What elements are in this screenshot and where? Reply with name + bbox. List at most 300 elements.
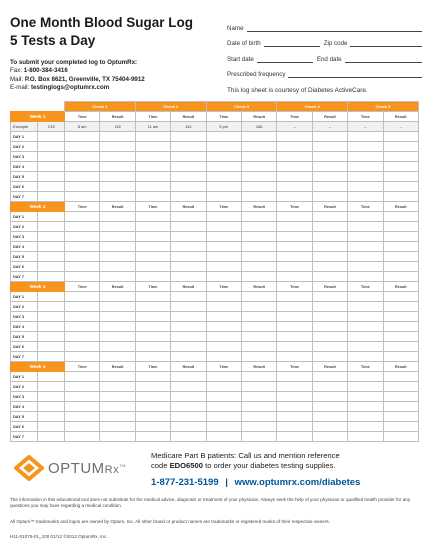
result-entry-cell[interactable] <box>312 312 347 322</box>
time-entry-cell[interactable] <box>135 262 170 272</box>
time-entry-cell[interactable] <box>65 302 100 312</box>
time-entry-cell[interactable] <box>206 382 241 392</box>
time-entry-cell[interactable] <box>277 332 312 342</box>
result-entry-cell[interactable] <box>100 312 135 322</box>
date-entry-cell[interactable] <box>38 152 65 162</box>
time-entry-cell[interactable] <box>135 312 170 322</box>
date-entry-cell[interactable] <box>38 292 65 302</box>
result-entry-cell[interactable] <box>241 222 276 232</box>
result-entry-cell[interactable] <box>383 152 418 162</box>
time-entry-cell[interactable] <box>277 352 312 362</box>
result-entry-cell[interactable] <box>383 262 418 272</box>
time-entry-cell[interactable] <box>65 142 100 152</box>
date-entry-cell[interactable] <box>38 412 65 422</box>
time-entry-cell[interactable] <box>348 182 383 192</box>
date-entry-cell[interactable] <box>38 332 65 342</box>
result-entry-cell[interactable] <box>312 212 347 222</box>
dob-field[interactable] <box>264 41 320 47</box>
time-entry-cell[interactable] <box>277 172 312 182</box>
time-entry-cell[interactable] <box>277 432 312 442</box>
time-entry-cell[interactable] <box>277 222 312 232</box>
result-entry-cell[interactable] <box>312 392 347 402</box>
result-entry-cell[interactable] <box>312 132 347 142</box>
time-entry-cell[interactable] <box>206 232 241 242</box>
date-entry-cell[interactable] <box>38 262 65 272</box>
time-entry-cell[interactable] <box>277 422 312 432</box>
result-entry-cell[interactable] <box>100 302 135 312</box>
time-entry-cell[interactable] <box>277 242 312 252</box>
time-entry-cell[interactable] <box>348 372 383 382</box>
result-entry-cell[interactable] <box>100 192 135 202</box>
result-entry-cell[interactable] <box>171 422 206 432</box>
result-entry-cell[interactable] <box>100 242 135 252</box>
time-entry-cell[interactable] <box>135 162 170 172</box>
time-entry-cell[interactable] <box>348 252 383 262</box>
date-entry-cell[interactable] <box>38 232 65 242</box>
result-entry-cell[interactable] <box>383 392 418 402</box>
result-entry-cell[interactable] <box>241 392 276 402</box>
time-entry-cell[interactable] <box>65 162 100 172</box>
zip-field[interactable] <box>350 41 422 47</box>
result-entry-cell[interactable] <box>383 222 418 232</box>
time-entry-cell[interactable] <box>206 242 241 252</box>
time-entry-cell[interactable] <box>206 372 241 382</box>
time-entry-cell[interactable] <box>206 332 241 342</box>
result-entry-cell[interactable] <box>383 132 418 142</box>
time-entry-cell[interactable] <box>206 142 241 152</box>
time-entry-cell[interactable] <box>277 192 312 202</box>
result-entry-cell[interactable] <box>100 152 135 162</box>
time-entry-cell[interactable] <box>135 302 170 312</box>
result-entry-cell[interactable] <box>312 152 347 162</box>
time-entry-cell[interactable] <box>206 432 241 442</box>
time-entry-cell[interactable] <box>348 172 383 182</box>
time-entry-cell[interactable] <box>348 382 383 392</box>
time-entry-cell[interactable] <box>65 292 100 302</box>
date-entry-cell[interactable] <box>38 242 65 252</box>
time-entry-cell[interactable] <box>348 232 383 242</box>
result-entry-cell[interactable] <box>383 352 418 362</box>
time-entry-cell[interactable] <box>348 392 383 402</box>
result-entry-cell[interactable] <box>241 232 276 242</box>
time-entry-cell[interactable] <box>348 272 383 282</box>
time-entry-cell[interactable] <box>348 412 383 422</box>
result-entry-cell[interactable] <box>383 172 418 182</box>
date-entry-cell[interactable] <box>38 392 65 402</box>
time-entry-cell[interactable] <box>65 372 100 382</box>
result-entry-cell[interactable] <box>241 402 276 412</box>
time-entry-cell[interactable] <box>277 312 312 322</box>
time-entry-cell[interactable] <box>65 222 100 232</box>
result-entry-cell[interactable] <box>171 182 206 192</box>
result-entry-cell[interactable] <box>312 182 347 192</box>
result-entry-cell[interactable] <box>241 182 276 192</box>
result-entry-cell[interactable] <box>383 242 418 252</box>
result-entry-cell[interactable] <box>312 192 347 202</box>
time-entry-cell[interactable] <box>348 312 383 322</box>
time-entry-cell[interactable] <box>348 402 383 412</box>
result-entry-cell[interactable] <box>383 212 418 222</box>
time-entry-cell[interactable] <box>135 232 170 242</box>
result-entry-cell[interactable] <box>312 302 347 312</box>
time-entry-cell[interactable] <box>135 342 170 352</box>
result-entry-cell[interactable] <box>171 252 206 262</box>
time-entry-cell[interactable] <box>65 192 100 202</box>
time-entry-cell[interactable] <box>348 302 383 312</box>
date-entry-cell[interactable] <box>38 142 65 152</box>
result-entry-cell[interactable] <box>383 322 418 332</box>
result-entry-cell[interactable] <box>312 412 347 422</box>
result-entry-cell[interactable] <box>100 232 135 242</box>
result-entry-cell[interactable] <box>241 422 276 432</box>
time-entry-cell[interactable] <box>135 152 170 162</box>
time-entry-cell[interactable] <box>277 212 312 222</box>
result-entry-cell[interactable] <box>171 352 206 362</box>
date-entry-cell[interactable] <box>38 372 65 382</box>
result-entry-cell[interactable] <box>171 322 206 332</box>
time-entry-cell[interactable] <box>135 322 170 332</box>
result-entry-cell[interactable] <box>312 432 347 442</box>
date-entry-cell[interactable] <box>38 312 65 322</box>
time-entry-cell[interactable] <box>206 162 241 172</box>
time-entry-cell[interactable] <box>206 182 241 192</box>
time-entry-cell[interactable] <box>135 182 170 192</box>
result-entry-cell[interactable] <box>312 222 347 232</box>
website-link[interactable]: www.optumrx.com/diabetes <box>234 477 361 488</box>
result-entry-cell[interactable] <box>241 382 276 392</box>
time-entry-cell[interactable] <box>348 342 383 352</box>
time-entry-cell[interactable] <box>206 262 241 272</box>
result-entry-cell[interactable] <box>312 242 347 252</box>
time-entry-cell[interactable] <box>206 312 241 322</box>
result-entry-cell[interactable] <box>171 272 206 282</box>
time-entry-cell[interactable] <box>206 402 241 412</box>
time-entry-cell[interactable] <box>277 382 312 392</box>
result-entry-cell[interactable] <box>312 142 347 152</box>
time-entry-cell[interactable] <box>135 372 170 382</box>
result-entry-cell[interactable] <box>100 332 135 342</box>
result-entry-cell[interactable] <box>171 262 206 272</box>
result-entry-cell[interactable] <box>241 342 276 352</box>
date-entry-cell[interactable] <box>38 432 65 442</box>
time-entry-cell[interactable] <box>206 352 241 362</box>
result-entry-cell[interactable] <box>383 332 418 342</box>
result-entry-cell[interactable] <box>241 192 276 202</box>
time-entry-cell[interactable] <box>206 152 241 162</box>
time-entry-cell[interactable] <box>65 152 100 162</box>
result-entry-cell[interactable] <box>171 152 206 162</box>
time-entry-cell[interactable] <box>65 132 100 142</box>
result-entry-cell[interactable] <box>171 242 206 252</box>
time-entry-cell[interactable] <box>206 252 241 262</box>
date-entry-cell[interactable] <box>38 402 65 412</box>
result-entry-cell[interactable] <box>100 402 135 412</box>
result-entry-cell[interactable] <box>100 352 135 362</box>
result-entry-cell[interactable] <box>171 212 206 222</box>
time-entry-cell[interactable] <box>348 292 383 302</box>
time-entry-cell[interactable] <box>65 392 100 402</box>
result-entry-cell[interactable] <box>171 142 206 152</box>
result-entry-cell[interactable] <box>241 142 276 152</box>
time-entry-cell[interactable] <box>277 232 312 242</box>
date-entry-cell[interactable] <box>38 342 65 352</box>
time-entry-cell[interactable] <box>65 232 100 242</box>
result-entry-cell[interactable] <box>100 392 135 402</box>
time-entry-cell[interactable] <box>206 132 241 142</box>
result-entry-cell[interactable] <box>171 292 206 302</box>
result-entry-cell[interactable] <box>171 312 206 322</box>
time-entry-cell[interactable] <box>348 242 383 252</box>
time-entry-cell[interactable] <box>348 162 383 172</box>
time-entry-cell[interactable] <box>206 322 241 332</box>
result-entry-cell[interactable] <box>383 302 418 312</box>
result-entry-cell[interactable] <box>241 152 276 162</box>
time-entry-cell[interactable] <box>135 352 170 362</box>
result-entry-cell[interactable] <box>241 352 276 362</box>
result-entry-cell[interactable] <box>100 162 135 172</box>
result-entry-cell[interactable] <box>171 372 206 382</box>
time-entry-cell[interactable] <box>277 292 312 302</box>
time-entry-cell[interactable] <box>135 192 170 202</box>
time-entry-cell[interactable] <box>206 422 241 432</box>
result-entry-cell[interactable] <box>241 252 276 262</box>
time-entry-cell[interactable] <box>206 292 241 302</box>
time-entry-cell[interactable] <box>135 172 170 182</box>
result-entry-cell[interactable] <box>383 412 418 422</box>
date-entry-cell[interactable] <box>38 422 65 432</box>
date-entry-cell[interactable] <box>38 352 65 362</box>
end-date-field[interactable] <box>345 57 422 63</box>
date-entry-cell[interactable] <box>38 172 65 182</box>
time-entry-cell[interactable] <box>65 422 100 432</box>
time-entry-cell[interactable] <box>206 212 241 222</box>
time-entry-cell[interactable] <box>277 272 312 282</box>
date-entry-cell[interactable] <box>38 182 65 192</box>
result-entry-cell[interactable] <box>312 322 347 332</box>
time-entry-cell[interactable] <box>206 302 241 312</box>
time-entry-cell[interactable] <box>65 312 100 322</box>
time-entry-cell[interactable] <box>348 132 383 142</box>
result-entry-cell[interactable] <box>383 402 418 412</box>
time-entry-cell[interactable] <box>135 422 170 432</box>
time-entry-cell[interactable] <box>135 402 170 412</box>
result-entry-cell[interactable] <box>312 382 347 392</box>
result-entry-cell[interactable] <box>241 162 276 172</box>
time-entry-cell[interactable] <box>65 382 100 392</box>
result-entry-cell[interactable] <box>383 162 418 172</box>
date-entry-cell[interactable] <box>38 302 65 312</box>
result-entry-cell[interactable] <box>100 292 135 302</box>
time-entry-cell[interactable] <box>65 262 100 272</box>
time-entry-cell[interactable] <box>206 342 241 352</box>
time-entry-cell[interactable] <box>277 182 312 192</box>
result-entry-cell[interactable] <box>312 272 347 282</box>
date-entry-cell[interactable] <box>38 272 65 282</box>
result-entry-cell[interactable] <box>383 382 418 392</box>
result-entry-cell[interactable] <box>100 322 135 332</box>
date-entry-cell[interactable] <box>38 322 65 332</box>
result-entry-cell[interactable] <box>100 252 135 262</box>
time-entry-cell[interactable] <box>206 192 241 202</box>
time-entry-cell[interactable] <box>348 422 383 432</box>
time-entry-cell[interactable] <box>135 222 170 232</box>
result-entry-cell[interactable] <box>312 232 347 242</box>
time-entry-cell[interactable] <box>65 272 100 282</box>
time-entry-cell[interactable] <box>206 222 241 232</box>
time-entry-cell[interactable] <box>348 432 383 442</box>
result-entry-cell[interactable] <box>383 292 418 302</box>
result-entry-cell[interactable] <box>383 232 418 242</box>
result-entry-cell[interactable] <box>171 402 206 412</box>
result-entry-cell[interactable] <box>383 182 418 192</box>
result-entry-cell[interactable] <box>171 132 206 142</box>
result-entry-cell[interactable] <box>241 312 276 322</box>
result-entry-cell[interactable] <box>383 342 418 352</box>
time-entry-cell[interactable] <box>206 392 241 402</box>
time-entry-cell[interactable] <box>65 402 100 412</box>
time-entry-cell[interactable] <box>65 342 100 352</box>
time-entry-cell[interactable] <box>348 142 383 152</box>
time-entry-cell[interactable] <box>277 302 312 312</box>
result-entry-cell[interactable] <box>241 432 276 442</box>
result-entry-cell[interactable] <box>312 252 347 262</box>
result-entry-cell[interactable] <box>100 422 135 432</box>
date-entry-cell[interactable] <box>38 222 65 232</box>
time-entry-cell[interactable] <box>277 252 312 262</box>
time-entry-cell[interactable] <box>206 272 241 282</box>
time-entry-cell[interactable] <box>348 352 383 362</box>
time-entry-cell[interactable] <box>135 142 170 152</box>
date-entry-cell[interactable] <box>38 132 65 142</box>
result-entry-cell[interactable] <box>100 172 135 182</box>
result-entry-cell[interactable] <box>100 182 135 192</box>
time-entry-cell[interactable] <box>65 182 100 192</box>
time-entry-cell[interactable] <box>348 152 383 162</box>
result-entry-cell[interactable] <box>241 412 276 422</box>
time-entry-cell[interactable] <box>65 252 100 262</box>
result-entry-cell[interactable] <box>312 332 347 342</box>
date-entry-cell[interactable] <box>38 162 65 172</box>
result-entry-cell[interactable] <box>100 432 135 442</box>
result-entry-cell[interactable] <box>171 432 206 442</box>
time-entry-cell[interactable] <box>348 262 383 272</box>
time-entry-cell[interactable] <box>277 162 312 172</box>
name-field[interactable] <box>247 26 422 32</box>
result-entry-cell[interactable] <box>383 252 418 262</box>
result-entry-cell[interactable] <box>100 272 135 282</box>
result-entry-cell[interactable] <box>171 332 206 342</box>
result-entry-cell[interactable] <box>171 192 206 202</box>
result-entry-cell[interactable] <box>312 422 347 432</box>
result-entry-cell[interactable] <box>312 172 347 182</box>
result-entry-cell[interactable] <box>241 172 276 182</box>
time-entry-cell[interactable] <box>135 292 170 302</box>
time-entry-cell[interactable] <box>65 412 100 422</box>
result-entry-cell[interactable] <box>171 412 206 422</box>
time-entry-cell[interactable] <box>135 412 170 422</box>
result-entry-cell[interactable] <box>312 292 347 302</box>
result-entry-cell[interactable] <box>241 272 276 282</box>
result-entry-cell[interactable] <box>241 332 276 342</box>
time-entry-cell[interactable] <box>65 212 100 222</box>
result-entry-cell[interactable] <box>241 212 276 222</box>
time-entry-cell[interactable] <box>277 412 312 422</box>
result-entry-cell[interactable] <box>241 322 276 332</box>
result-entry-cell[interactable] <box>383 372 418 382</box>
result-entry-cell[interactable] <box>312 402 347 412</box>
time-entry-cell[interactable] <box>65 172 100 182</box>
result-entry-cell[interactable] <box>241 372 276 382</box>
time-entry-cell[interactable] <box>135 272 170 282</box>
result-entry-cell[interactable] <box>100 262 135 272</box>
time-entry-cell[interactable] <box>206 412 241 422</box>
time-entry-cell[interactable] <box>277 322 312 332</box>
time-entry-cell[interactable] <box>65 432 100 442</box>
result-entry-cell[interactable] <box>383 272 418 282</box>
result-entry-cell[interactable] <box>312 342 347 352</box>
result-entry-cell[interactable] <box>383 432 418 442</box>
time-entry-cell[interactable] <box>135 252 170 262</box>
result-entry-cell[interactable] <box>100 342 135 352</box>
result-entry-cell[interactable] <box>383 422 418 432</box>
result-entry-cell[interactable] <box>312 352 347 362</box>
result-entry-cell[interactable] <box>241 262 276 272</box>
time-entry-cell[interactable] <box>348 222 383 232</box>
result-entry-cell[interactable] <box>171 382 206 392</box>
time-entry-cell[interactable] <box>277 402 312 412</box>
time-entry-cell[interactable] <box>348 192 383 202</box>
time-entry-cell[interactable] <box>348 212 383 222</box>
time-entry-cell[interactable] <box>135 242 170 252</box>
result-entry-cell[interactable] <box>383 142 418 152</box>
frequency-field[interactable] <box>288 72 422 78</box>
date-entry-cell[interactable] <box>38 212 65 222</box>
time-entry-cell[interactable] <box>65 332 100 342</box>
date-entry-cell[interactable] <box>38 252 65 262</box>
time-entry-cell[interactable] <box>348 332 383 342</box>
result-entry-cell[interactable] <box>171 342 206 352</box>
result-entry-cell[interactable] <box>312 162 347 172</box>
result-entry-cell[interactable] <box>100 372 135 382</box>
time-entry-cell[interactable] <box>135 432 170 442</box>
result-entry-cell[interactable] <box>383 192 418 202</box>
result-entry-cell[interactable] <box>312 262 347 272</box>
result-entry-cell[interactable] <box>171 172 206 182</box>
result-entry-cell[interactable] <box>100 412 135 422</box>
time-entry-cell[interactable] <box>277 372 312 382</box>
time-entry-cell[interactable] <box>135 382 170 392</box>
start-date-field[interactable] <box>257 57 313 63</box>
time-entry-cell[interactable] <box>277 262 312 272</box>
time-entry-cell[interactable] <box>277 132 312 142</box>
time-entry-cell[interactable] <box>348 322 383 332</box>
result-entry-cell[interactable] <box>171 302 206 312</box>
result-entry-cell[interactable] <box>241 292 276 302</box>
result-entry-cell[interactable] <box>241 132 276 142</box>
result-entry-cell[interactable] <box>100 132 135 142</box>
time-entry-cell[interactable] <box>206 172 241 182</box>
result-entry-cell[interactable] <box>312 372 347 382</box>
result-entry-cell[interactable] <box>100 222 135 232</box>
time-entry-cell[interactable] <box>277 392 312 402</box>
result-entry-cell[interactable] <box>171 222 206 232</box>
result-entry-cell[interactable] <box>100 382 135 392</box>
time-entry-cell[interactable] <box>135 212 170 222</box>
result-entry-cell[interactable] <box>241 302 276 312</box>
date-entry-cell[interactable] <box>38 382 65 392</box>
time-entry-cell[interactable] <box>277 142 312 152</box>
time-entry-cell[interactable] <box>277 342 312 352</box>
